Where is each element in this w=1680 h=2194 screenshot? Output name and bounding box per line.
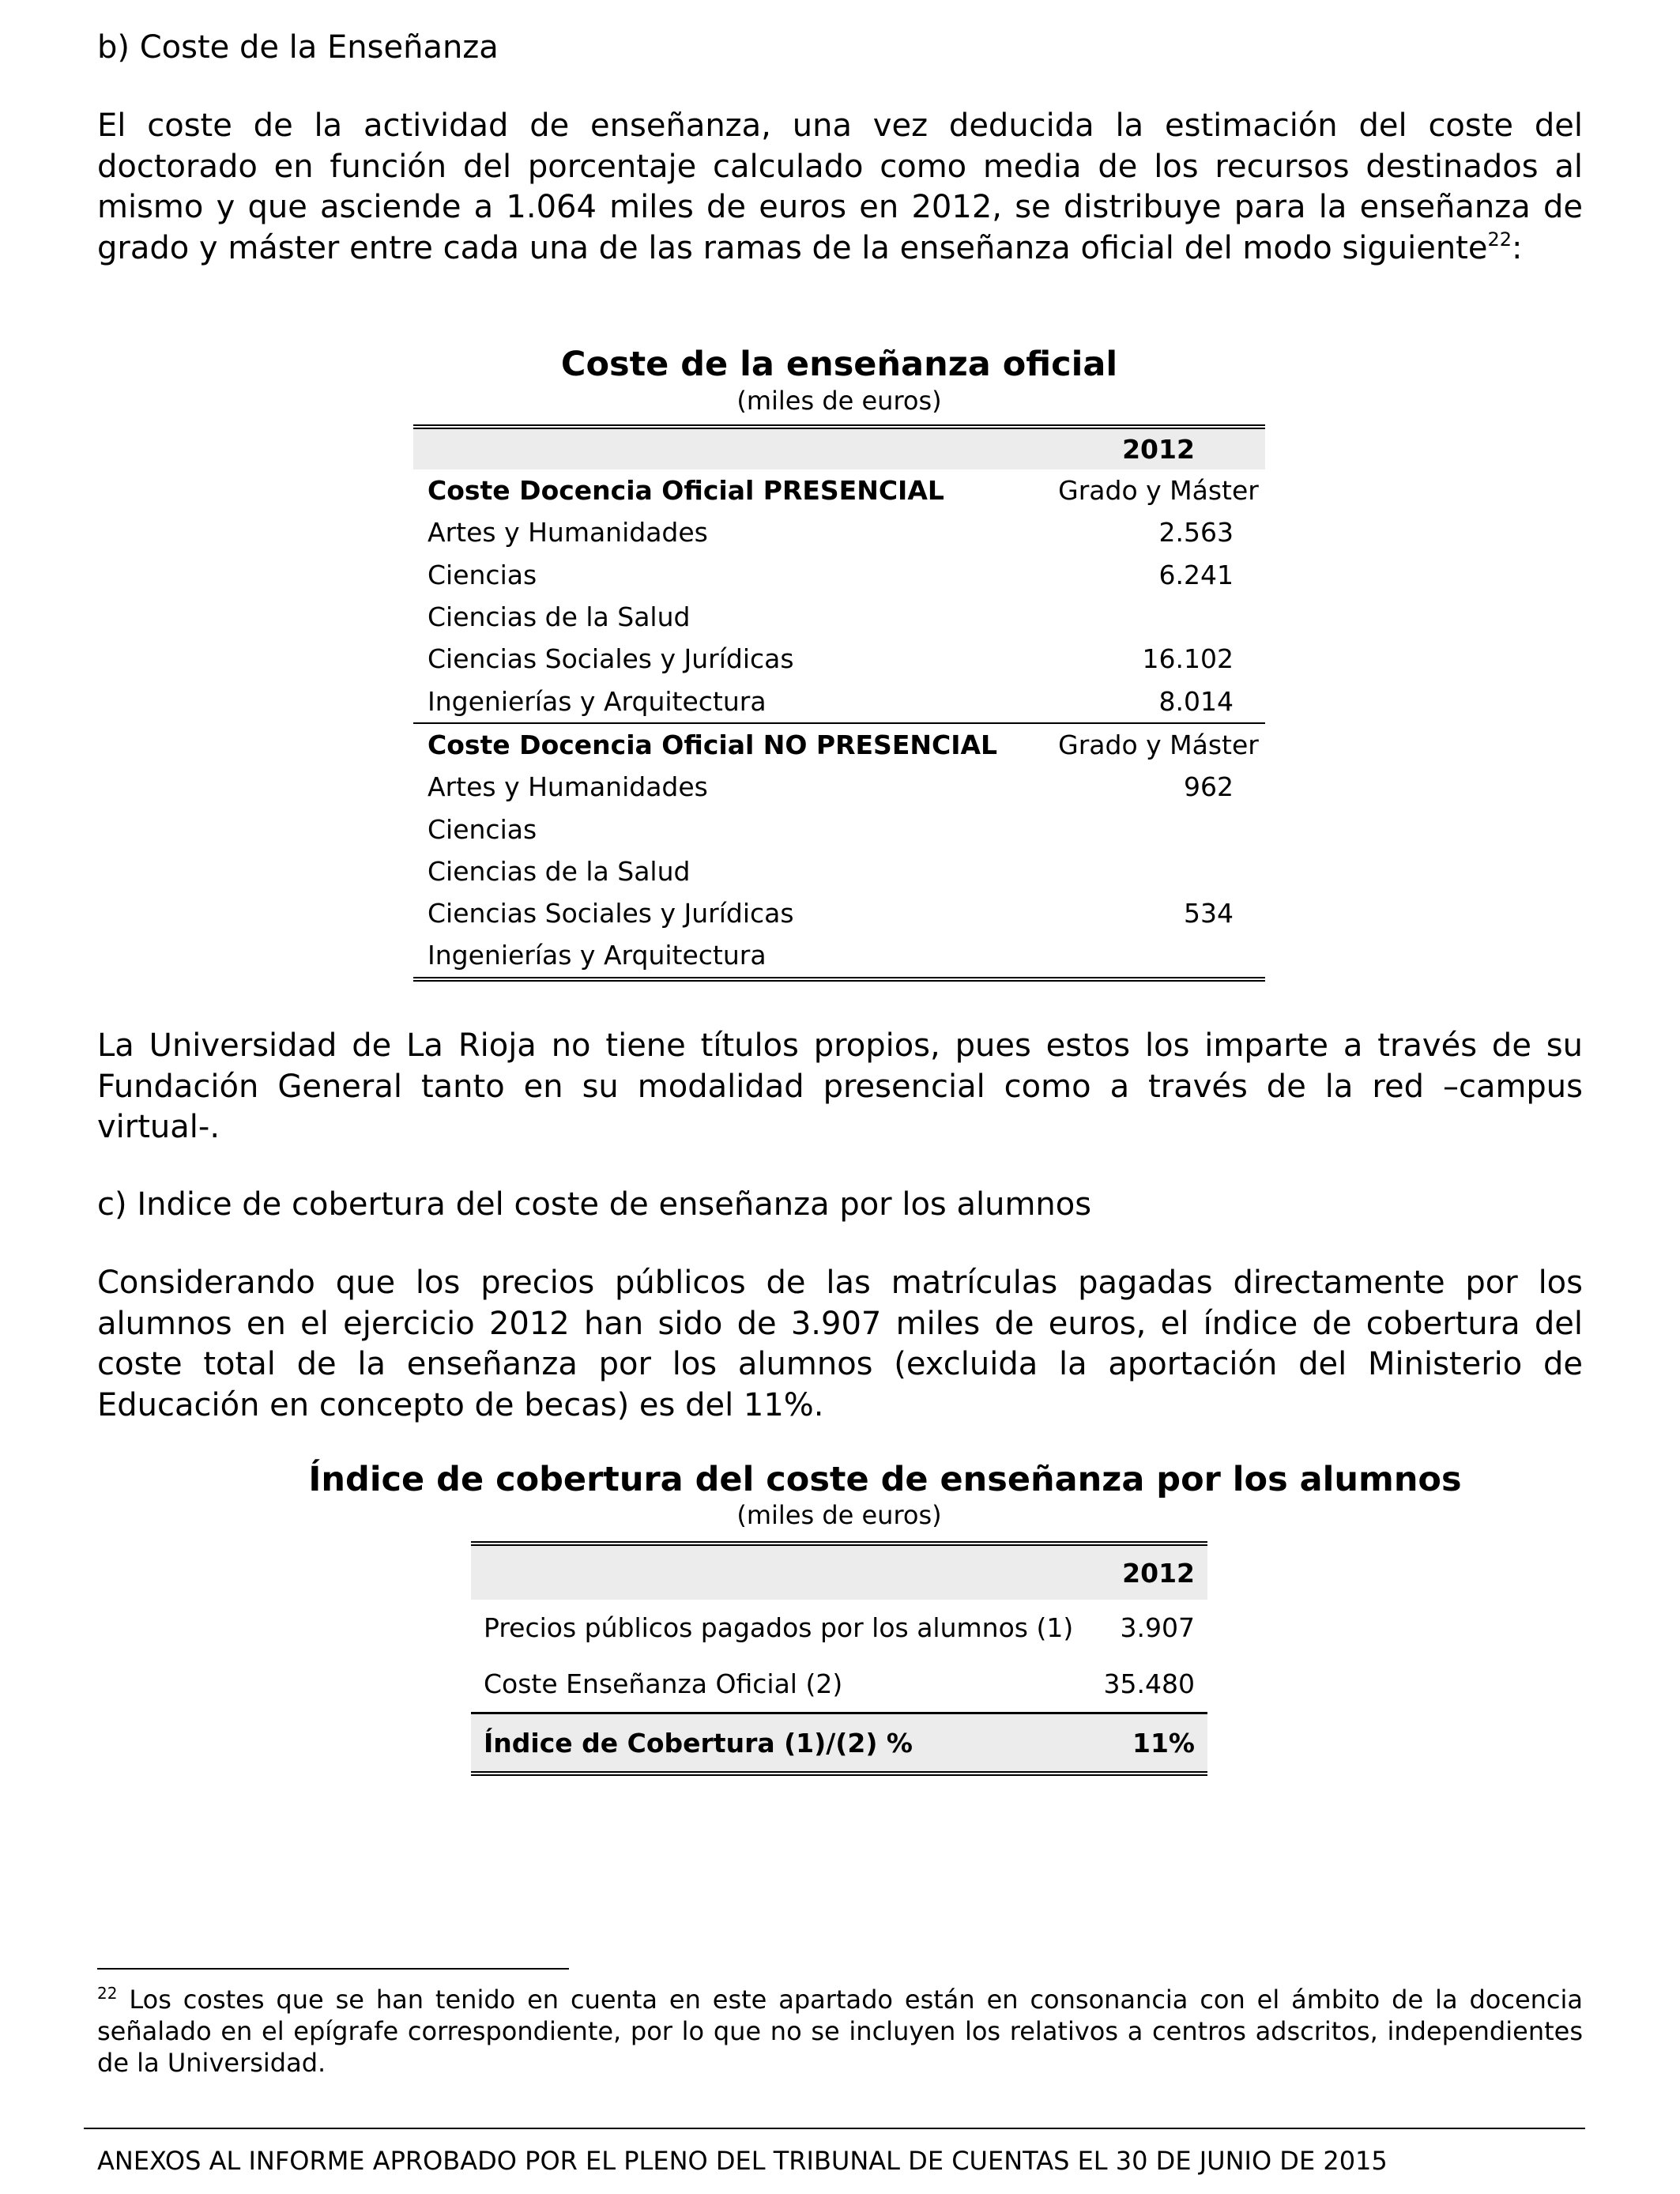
footnote: $^{22}$ Los costes que se han tenido en cuenta en este apartado están en consonancia con el ámbito de la docencia señalado en el epígrafe correspondiente, por lo que no se incluyen los relativos a centros adscritos, independientes de la Universidad. <box>97 1984 1583 2078</box>
table-row: Ciencias de la Salud <box>428 601 691 633</box>
table-row: Ingenierías y Arquitectura 8.014 <box>428 685 1234 717</box>
table-row: Ciencias de la Salud <box>428 855 691 887</box>
table-row: Ciencias Sociales y Jurídicas 16.102 <box>428 643 1234 675</box>
table-row: Ingenierías y Arquitectura <box>428 940 767 971</box>
table2-subtitle: (miles de euros) <box>736 1500 942 1530</box>
table-rule-bottom <box>413 977 1265 982</box>
section-c-paragraph: Considerando que los precios públicos de las matrículas pagadas directamente por los alumnos en el ejercicio 2012 han sido de 3.907 miles de euros, el índice de cobertura del coste total de la enseñanza por los alumnos (excluida la aportación del Ministerio de Educación en concepto de becas) es del 11%. <box>97 1265 1583 1423</box>
table-row: Ciencias Sociales y Jurídicas 534 <box>428 898 1234 929</box>
coverage-table <box>471 1541 1207 1776</box>
year-header: 2012 <box>1122 434 1195 465</box>
footnote-separator <box>97 1968 569 1970</box>
table-rule-bottom <box>471 1771 1207 1776</box>
table-header-row <box>413 429 1265 469</box>
table-row: Artes y Humanidades 2.563 <box>428 517 1234 548</box>
table-header-row <box>471 1546 1207 1600</box>
section-c-heading: c) Indice de cobertura del coste de enseñanza por los alumnos <box>97 1186 1092 1223</box>
total-row: Índice de Cobertura (1)/(2) % 11% <box>471 1712 1207 1771</box>
page-footer: ANEXOS AL INFORME APROBADO POR EL PLENO DEL TRIBUNAL DE CUENTAS EL 30 DE JUNIO DE 2015 <box>97 2146 1388 2176</box>
table-row: Ciencias <box>428 813 537 845</box>
rioja-paragraph: La Universidad de La Rioja no tiene títulos propios, pues estos los imparte a través de su Fundación General tanto en su modalidad presencial como a través de la red –campus virtual-. <box>97 1027 1583 1145</box>
table-row: Coste Enseñanza Oficial (2) 35.480 <box>484 1668 1195 1699</box>
table-row: Ciencias 6.241 <box>428 559 1234 590</box>
footnote-ref[interactable]: 22 <box>1487 228 1512 251</box>
table1-subtitle: (miles de euros) <box>736 386 942 416</box>
cost-table <box>413 424 1265 982</box>
section-b-heading: b) Coste de la Enseñanza <box>97 29 499 66</box>
table-row: Artes y Humanidades 962 <box>428 771 1234 803</box>
table2-title: Índice de cobertura del coste de enseñanza por los alumnos <box>308 1460 1462 1499</box>
section-header-presencial: Coste Docencia Oficial PRESENCIAL Grado y Máster <box>428 475 1259 507</box>
footnote-number: 22 <box>97 1984 118 2003</box>
footer-rule <box>84 2128 1585 2129</box>
section-header-no-presencial: Coste Docencia Oficial NO PRESENCIAL Grado y Máster <box>413 722 1265 766</box>
table-row: Precios públicos pagados por los alumnos (1) 3.907 <box>484 1612 1195 1643</box>
year-header: 2012 <box>1122 1557 1195 1589</box>
table1-title: Coste de la enseñanza oficial <box>560 345 1118 384</box>
section-b-paragraph: El coste de la actividad de enseñanza, una vez deducida la estimación del coste del doctorado en función del porcentaje calculado como media de los recursos destinados al mismo y que asciende a 1.064 miles de euros en 2012, se distribuye para la enseñanza de grado y máster entre cada una de las ramas de la enseñanza oficial del modo siguiente$^{22}$: <box>97 107 1583 266</box>
